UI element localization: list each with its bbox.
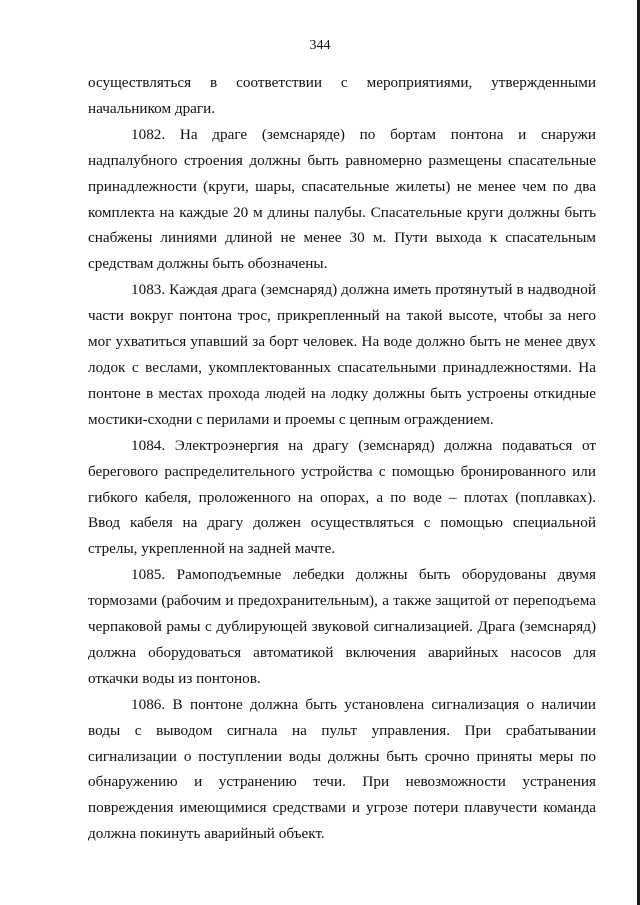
paragraph-continuation-rest: начальником драги. bbox=[88, 99, 216, 117]
paragraph-continuation-first-line: осуществляться в соответствии с мероприятиями, утвержденными bbox=[88, 74, 596, 91]
paragraph-1083: 1083. Каждая драга (земснаряд) должна иметь протянутый в надводной части вокруг понтона трос, прикрепленный на такой высоте, чтобы за него мог ухватиться упавший за борт человек. На воде должно быть не менее двух лодок с веслами, укомплектованных спасательными принадлежностями. На понтоне в местах прохода людей на лодку должны быть устроены откидные мостики-сходни с перилами и проемы с цепным ограждением. bbox=[88, 281, 596, 428]
paragraph-1082: 1082. На драге (земснаряде) по бортам понтона и снаружи надпалубного строения должны быть равномерно размещены спасательные принадлежности (круги, шары, спасательные жилеты) не менее чем по два комплекта на каждые 20 м длины палубы. Спасательные круги должны быть снабжены линиями длиной не менее 30 м. Пути выхода к спасательным средствам должны быть обозначены. bbox=[88, 125, 596, 273]
body-text bbox=[88, 70, 596, 847]
page-number: 344 bbox=[309, 38, 331, 53]
paragraph-1086: 1086. В понтоне должна быть установлена сигнализация о наличии воды с выводом сигнала на пульт управления. При срабатывании сигнализации о поступлении воды должны быть срочно приняты меры по обнаружению и устранению течи. При невозможности устранения повреждения имеющимися средствами и угрозе потери плавучести команда должна покинуть аварийный объект. bbox=[88, 695, 596, 843]
paragraph-1085: 1085. Рамоподъемные лебедки должны быть оборудованы двумя тормозами (рабочим и предохранительным), а также защитой от переподъема черпаковой рамы с дублирующей звуковой сигнализацией. Драга (земснаряд) должна оборудоваться автоматикой включения аварийных насосов для откачки воды из понтонов. bbox=[88, 566, 596, 687]
paragraph-1084: 1084. Электроэнергия на драгу (земснаряд) должна подаваться от берегового распределительного устройства с помощью бронированного или гибкого кабеля, проложенного на опорах, а по воде – плотах (поплавках). Ввод кабеля на драгу должен осуществляться с помощью специальной стрелы, укрепленной на задней мачте. bbox=[88, 436, 596, 558]
